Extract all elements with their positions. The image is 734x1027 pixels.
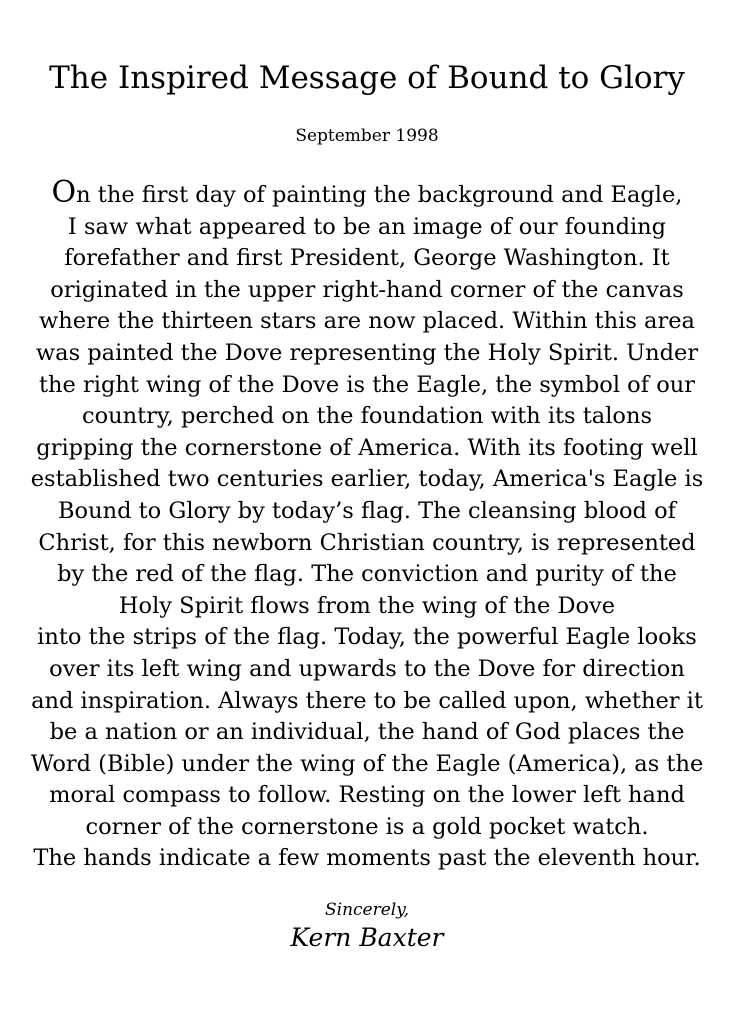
body-line: over its left wing and upwards to the Dove for direction bbox=[49, 655, 685, 682]
body-line: and inspiration. Always there to be called upon, whether it bbox=[31, 687, 703, 714]
drop-cap-letter: O bbox=[51, 175, 77, 210]
body-line: country, perched on the foundation with its talons bbox=[82, 403, 652, 430]
body-line: be a nation or an individual, the hand of God places the bbox=[49, 719, 685, 746]
body-line: Christ, for this newborn Christian country, is represented bbox=[38, 529, 696, 556]
body-line: moral compass to follow. Resting on the lower left hand bbox=[49, 782, 685, 809]
document-date: September 1998 bbox=[295, 126, 439, 146]
message-body bbox=[10, 177, 724, 875]
body-line: Holy Spirit flows from the wing of the Dove bbox=[118, 592, 616, 619]
body-line: Word (Bible) under the wing of the Eagle (America), as the bbox=[30, 750, 704, 777]
body-line: the right wing of the Dove is the Eagle, the symbol of our bbox=[39, 371, 695, 398]
closing-salutation: Sincerely, bbox=[325, 900, 409, 920]
body-line: The hands indicate a few moments past the eleventh hour. bbox=[33, 845, 701, 872]
body-line: Bound to Glory by today’s flag. The cleansing blood of bbox=[58, 497, 676, 524]
body-line: established two centuries earlier, today, America's Eagle is bbox=[30, 466, 704, 493]
body-line-first-rest: n the first day of painting the background and Eagle, bbox=[76, 182, 683, 208]
body-line: I saw what appeared to be an image of our founding bbox=[67, 213, 667, 240]
document-title: The Inspired Message of Bound to Glory bbox=[49, 60, 685, 96]
body-line: into the strips of the flag. Today, the powerful Eagle looks bbox=[37, 624, 697, 651]
body-line: originated in the upper right-hand corner of the canvas bbox=[50, 276, 684, 303]
body-line: gripping the cornerstone of America. With its footing well bbox=[36, 434, 698, 461]
signature-name: Kern Baxter bbox=[290, 923, 444, 952]
body-line: was painted the Dove representing the Holy Spirit. Under bbox=[35, 339, 699, 366]
body-line: forefather and first President, George Washington. It bbox=[64, 245, 670, 272]
body-line: where the thirteen stars are now placed. Within this area bbox=[39, 308, 695, 335]
body-line: by the red of the flag. The conviction and purity of the bbox=[57, 561, 677, 588]
body-line: corner of the cornerstone is a gold pocket watch. bbox=[85, 813, 649, 840]
body-line-first bbox=[10, 177, 724, 212]
